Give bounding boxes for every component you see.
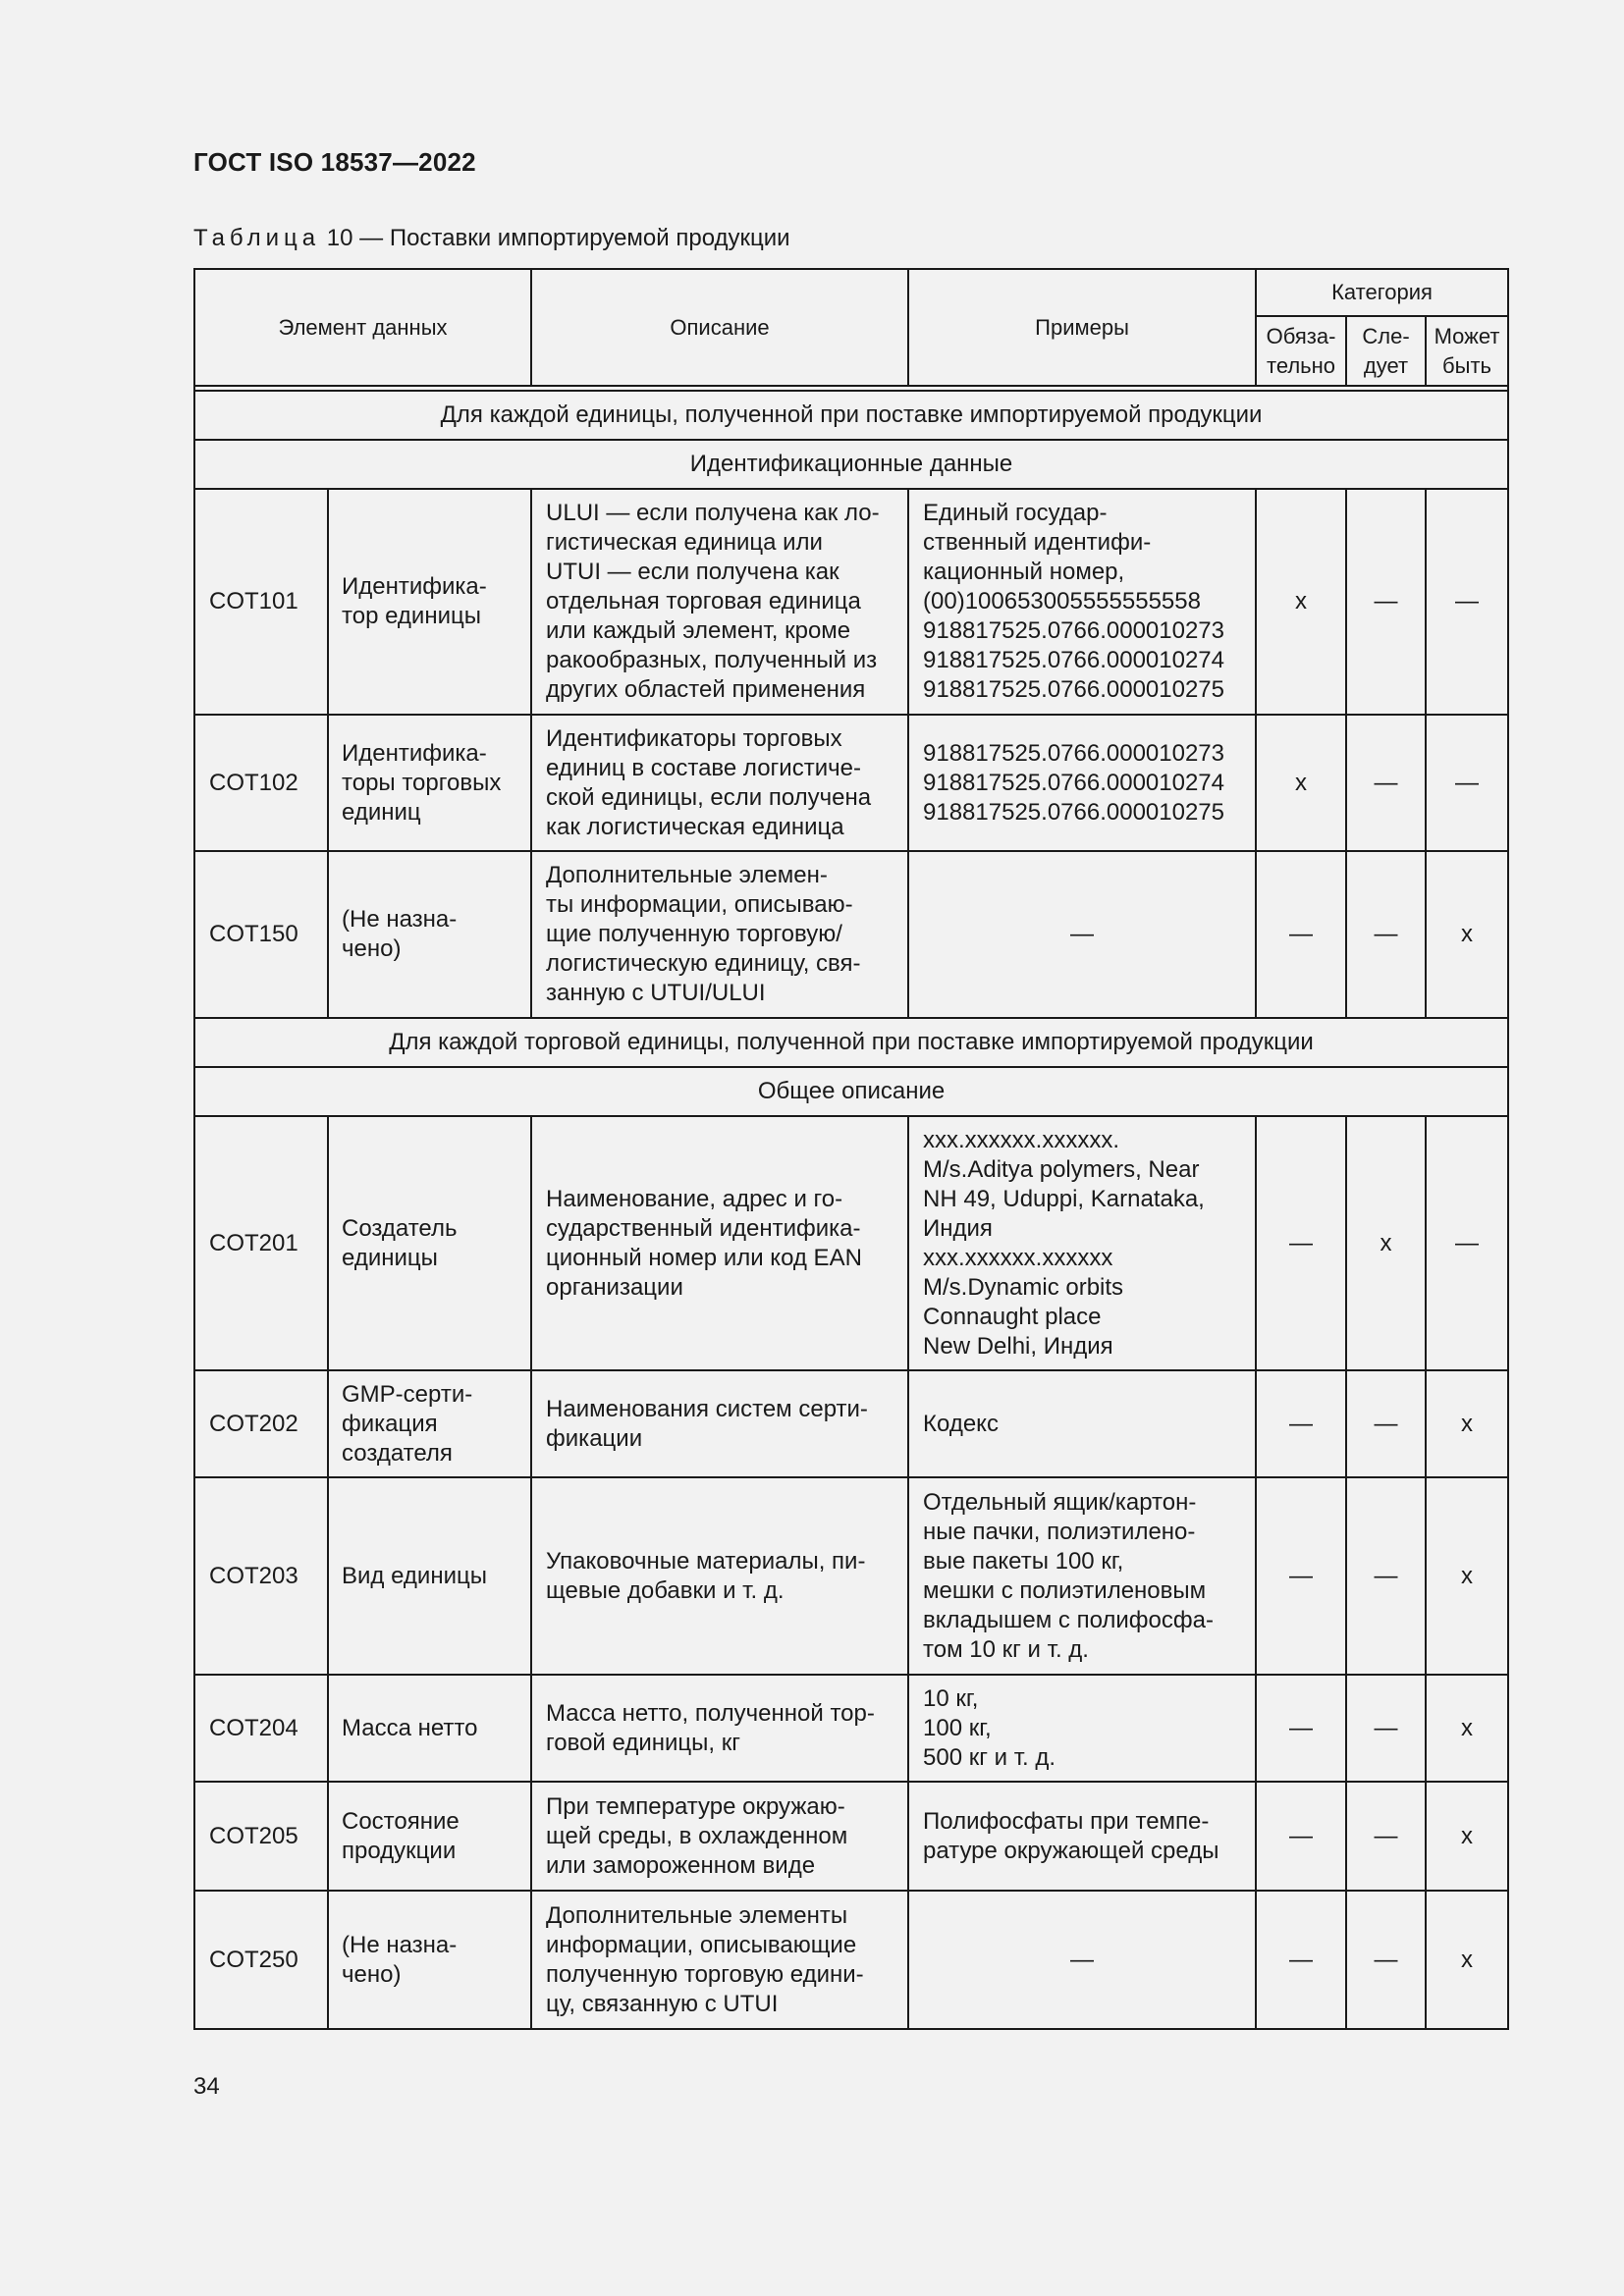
cell-code: COT205	[194, 1782, 328, 1891]
cell-line: фикации	[546, 1424, 643, 1452]
cell-code: COT201	[194, 1116, 328, 1370]
cell-line: единиц в составе логистиче-	[546, 754, 861, 781]
cell-description	[531, 851, 908, 1018]
cell-category-may: x	[1426, 851, 1508, 1018]
column-header-examples: Примеры	[908, 269, 1256, 386]
header-line: Обяза-	[1266, 323, 1336, 348]
table-row	[194, 851, 1508, 1018]
table-caption-text: 10 — Поставки импортируемой продукции	[326, 225, 790, 251]
cell-line: Наименование, адрес и го-	[546, 1185, 843, 1212]
cell-line: 100 кг,	[923, 1714, 992, 1741]
header-line: быть	[1442, 352, 1491, 378]
cell-element-name	[328, 1782, 531, 1891]
cell-line: Состояние	[342, 1807, 460, 1835]
section-heading-row	[194, 391, 1508, 440]
cell-line: New Delhi, Индия	[923, 1332, 1113, 1360]
cell-category-should: —	[1346, 489, 1426, 715]
cell-line: гистическая единица или	[546, 529, 823, 556]
cell-line: (00)100653005555555558	[923, 588, 1201, 614]
cell-examples	[908, 715, 1256, 851]
cell-line: NH 49, Uduppi, Karnataka,	[923, 1185, 1205, 1212]
cell-line: говой единицы, кг	[546, 1729, 740, 1756]
cell-line: организации	[546, 1273, 683, 1301]
cell-line: других областей применения	[546, 676, 866, 703]
cell-line: M/s.Dynamic orbits	[923, 1273, 1124, 1301]
cell-line: 918817525.0766.000010274	[923, 647, 1224, 673]
cell-line: щей среды, в охлажденном	[546, 1822, 848, 1849]
table-row	[194, 1782, 1508, 1891]
cell-line: 500 кг и т. д.	[923, 1743, 1056, 1771]
cell-line: чено)	[342, 935, 402, 962]
cell-line: UTUI — если получена как	[546, 559, 839, 585]
cell-description	[531, 489, 908, 715]
subsection-heading: Общее описание	[194, 1067, 1508, 1116]
cell-category-may: x	[1426, 1370, 1508, 1477]
cell-line: Идентификаторы торговых	[546, 724, 842, 752]
cell-line: 918817525.0766.000010273	[923, 617, 1224, 644]
cell-line: ционный номер или код EAN	[546, 1244, 862, 1271]
table-row	[194, 1891, 1508, 2029]
cell-description	[531, 1370, 908, 1477]
cell-examples	[908, 851, 1256, 1018]
cell-category-should: —	[1346, 1891, 1426, 2029]
cell-description	[531, 1116, 908, 1370]
cell-category-should: —	[1346, 1370, 1426, 1477]
cell-examples	[908, 1116, 1256, 1370]
cell-description	[531, 1675, 908, 1782]
cell-line: Идентифика-	[342, 739, 487, 767]
cell-line: Наименования систем серти-	[546, 1395, 868, 1422]
cell-line: цу, связанную с UTUI	[546, 1990, 779, 2017]
cell-line: или замороженном виде	[546, 1851, 816, 1879]
cell-category-should: —	[1346, 1782, 1426, 1891]
cell-code: COT203	[194, 1477, 328, 1675]
subsection-heading: Идентификационные данные	[194, 440, 1508, 489]
cell-examples	[908, 1370, 1256, 1477]
cell-category-may: x	[1426, 1675, 1508, 1782]
cell-line: чено)	[342, 1960, 402, 1988]
cell-line: ты информации, описываю-	[546, 891, 853, 918]
cell-line: мешки с полиэтиленовым	[923, 1576, 1207, 1604]
cell-line: создателя	[342, 1439, 453, 1467]
cell-line: ской единицы, если получена	[546, 783, 872, 811]
cell-line: том 10 кг и т. д.	[923, 1635, 1089, 1663]
cell-description	[531, 1891, 908, 2029]
subsection-heading-row	[194, 440, 1508, 489]
cell-line: Кодекс	[923, 1410, 999, 1437]
cell-line: тор единицы	[342, 603, 481, 629]
table-caption-prefix: Таблица	[193, 225, 321, 251]
cell-category-mandatory: x	[1256, 715, 1346, 851]
cell-line: M/s.Aditya polymers, Near	[923, 1155, 1200, 1183]
cell-line: Connaught place	[923, 1303, 1102, 1330]
cell-category-should: —	[1346, 1477, 1426, 1675]
cell-line: полученную торговую едини-	[546, 1960, 864, 1988]
cell-code: COT150	[194, 851, 328, 1018]
cell-category-should: —	[1346, 1675, 1426, 1782]
cell-category-should: x	[1346, 1116, 1426, 1370]
cell-line: Дополнительные элемен-	[546, 862, 828, 888]
table-row	[194, 715, 1508, 851]
cell-element-name	[328, 1116, 531, 1370]
cell-examples	[908, 489, 1256, 715]
cell-line: (Не назна-	[342, 906, 458, 933]
section-heading-row	[194, 1018, 1508, 1067]
cell-examples	[908, 1477, 1256, 1675]
cell-line: ные пачки, полиэтилено-	[923, 1518, 1196, 1545]
cell-line: сударственный идентифика-	[546, 1214, 861, 1242]
cell-line: —	[1070, 1946, 1095, 1973]
cell-examples	[908, 1675, 1256, 1782]
cell-line: xxx.xxxxxx.xxxxxx	[923, 1244, 1113, 1271]
cell-category-may: x	[1426, 1782, 1508, 1891]
cell-element-name	[328, 715, 531, 851]
column-header-element: Элемент данных	[194, 269, 531, 386]
cell-line: Масса нетто, полученной тор-	[546, 1699, 875, 1727]
table-body	[194, 269, 1508, 2029]
cell-category-mandatory: —	[1256, 1675, 1346, 1782]
cell-line: щевые добавки и т. д.	[546, 1576, 785, 1604]
cell-category-should: —	[1346, 851, 1426, 1018]
cell-line: GMP-серти-	[342, 1380, 473, 1408]
cell-category-should: —	[1346, 715, 1426, 851]
cell-line: отдельная торговая единица	[546, 588, 861, 614]
table-row	[194, 1477, 1508, 1675]
cell-line: ULUI — если получена как ло-	[546, 500, 880, 526]
cell-line: Отдельный ящик/картон-	[923, 1488, 1197, 1516]
cell-line: Вид единицы	[342, 1562, 487, 1589]
cell-element-name	[328, 489, 531, 715]
cell-description	[531, 1782, 908, 1891]
cell-category-may: x	[1426, 1477, 1508, 1675]
cell-line: Масса нетто	[342, 1714, 478, 1741]
cell-code: COT101	[194, 489, 328, 715]
cell-line: —	[1070, 921, 1095, 947]
cell-line: единиц	[342, 798, 421, 826]
cell-examples	[908, 1891, 1256, 2029]
cell-line: информации, описывающие	[546, 1931, 857, 1958]
cell-category-may: —	[1426, 715, 1508, 851]
cell-line: Создатель	[342, 1214, 458, 1242]
cell-element-name	[328, 1477, 531, 1675]
column-header-description: Описание	[531, 269, 908, 386]
cell-element-name	[328, 851, 531, 1018]
cell-description	[531, 1477, 908, 1675]
cell-category-may: —	[1426, 1116, 1508, 1370]
header-line: дует	[1363, 352, 1409, 378]
cell-line: вкладышем с полифосфа-	[923, 1606, 1214, 1633]
cell-line: ратуре окружающей среды	[923, 1837, 1219, 1864]
cell-examples	[908, 1782, 1256, 1891]
cell-line: Упаковочные материалы, пи-	[546, 1547, 866, 1575]
cell-category-mandatory: —	[1256, 1891, 1346, 2029]
cell-element-name	[328, 1675, 531, 1782]
header-line: Может	[1434, 323, 1500, 348]
cell-code: COT204	[194, 1675, 328, 1782]
subsection-heading-row	[194, 1067, 1508, 1116]
cell-line: xxx.xxxxxx.xxxxxx.	[923, 1126, 1120, 1153]
cell-line: ственный идентифи-	[923, 529, 1152, 556]
cell-line: Идентифика-	[342, 573, 487, 600]
cell-category-mandatory: —	[1256, 1782, 1346, 1891]
cell-line: 918817525.0766.000010275	[923, 676, 1224, 703]
document-header: ГОСТ ISO 18537—2022	[193, 147, 476, 177]
table-header-row	[194, 269, 1508, 316]
table-row	[194, 1675, 1508, 1782]
cell-line: фикация	[342, 1410, 438, 1437]
table-row	[194, 1116, 1508, 1370]
cell-category-mandatory: —	[1256, 1477, 1346, 1675]
cell-line: 918817525.0766.000010273	[923, 739, 1224, 767]
cell-line: логистическую единицу, свя-	[546, 950, 861, 977]
cell-line: 918817525.0766.000010274	[923, 769, 1224, 796]
page-number: 34	[193, 2073, 220, 2100]
cell-element-name	[328, 1891, 531, 2029]
column-header-may	[1426, 316, 1508, 386]
cell-category-may: x	[1426, 1891, 1508, 2029]
cell-line: или каждый элемент, кроме	[546, 617, 851, 644]
cell-element-name	[328, 1370, 531, 1477]
column-header-mandatory	[1256, 316, 1346, 386]
cell-description	[531, 715, 908, 851]
cell-code: COT102	[194, 715, 328, 851]
cell-line: (Не назна-	[342, 1931, 458, 1958]
section-heading: Для каждой единицы, полученной при поставке импортируемой продукции	[194, 391, 1508, 440]
cell-code: COT250	[194, 1891, 328, 2029]
table-row	[194, 489, 1508, 715]
cell-category-mandatory: —	[1256, 1370, 1346, 1477]
cell-line: Полифосфаты при темпе-	[923, 1807, 1210, 1835]
cell-line: При температуре окружаю-	[546, 1792, 845, 1820]
cell-line: Единый государ-	[923, 500, 1108, 526]
data-table	[193, 268, 1509, 2030]
cell-line: ракообразных, полученный из	[546, 647, 878, 673]
cell-line: 918817525.0766.000010275	[923, 798, 1224, 826]
cell-line: вые пакеты 100 кг,	[923, 1547, 1124, 1575]
header-line: тельно	[1267, 352, 1336, 378]
cell-line: 10 кг,	[923, 1684, 979, 1712]
column-header-should	[1346, 316, 1426, 386]
table-caption	[193, 225, 790, 252]
cell-category-mandatory: x	[1256, 489, 1346, 715]
cell-line: Индия	[923, 1214, 993, 1242]
header-line: Сле-	[1362, 323, 1410, 348]
section-heading: Для каждой торговой единицы, полученной при поставке импортируемой продукции	[194, 1018, 1508, 1067]
cell-line: торы торговых	[342, 769, 502, 796]
cell-code: COT202	[194, 1370, 328, 1477]
cell-line: продукции	[342, 1837, 457, 1864]
column-header-category: Категория	[1256, 269, 1508, 316]
cell-line: кационный номер,	[923, 559, 1125, 585]
table-row	[194, 1370, 1508, 1477]
cell-line: единицы	[342, 1244, 438, 1271]
cell-line: Дополнительные элементы	[546, 1901, 848, 1929]
cell-line: как логистическая единица	[546, 813, 844, 840]
cell-line: щие полученную торговую/	[546, 921, 842, 947]
cell-category-may: —	[1426, 489, 1508, 715]
cell-category-mandatory: —	[1256, 851, 1346, 1018]
cell-category-mandatory: —	[1256, 1116, 1346, 1370]
cell-line: занную с UTUI/ULUI	[546, 980, 766, 1006]
